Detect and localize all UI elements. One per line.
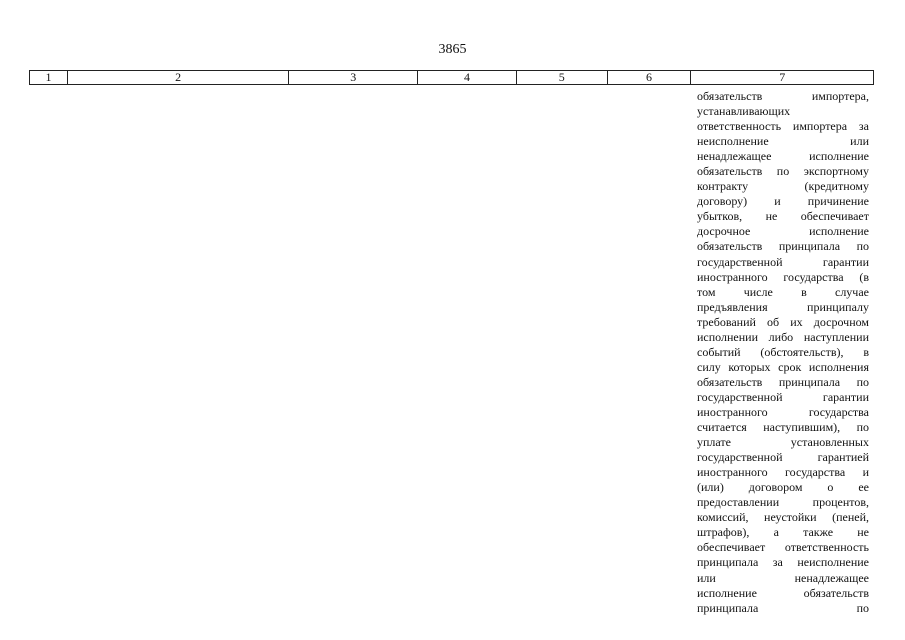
column-7-line: обеспечивает ответственность	[697, 540, 869, 555]
column-7-line: обязательств по экспортному	[697, 164, 869, 179]
column-7-line: исполнение обязательств	[697, 585, 869, 600]
column-header-1: 1	[30, 71, 68, 84]
column-7-line: иностранного государства	[697, 404, 869, 419]
column-7-line: комиссий, неустойки (пеней,	[697, 510, 869, 525]
column-7-line: том числе в случае	[697, 284, 869, 299]
column-header-3: 3	[289, 71, 418, 84]
column-7-line: силу которых срок исполнения	[697, 359, 869, 374]
column-7-line: требований об их досрочном	[697, 314, 869, 329]
column-7-line: убытков, не обеспечивает	[697, 209, 869, 224]
column-7-line: обязательств принципала по	[697, 239, 869, 254]
column-7-line: иностранного государства и	[697, 465, 869, 480]
column-7-line: ненадлежащее исполнение	[697, 149, 869, 164]
column-7-line: обязательств принципала по	[697, 374, 869, 389]
column-header-7: 7	[779, 70, 786, 84]
column-7-line: устанавливающих	[697, 104, 791, 119]
column-header-6: 6	[608, 71, 692, 84]
column-7-line: штрафов), а также не	[697, 525, 869, 540]
column-7-line: обязательств импортера,	[697, 89, 869, 103]
column-7-line: иностранного государства (в	[697, 269, 869, 284]
column-7-line: государственной гарантией	[697, 450, 869, 465]
column-7-line: контракту (кредитному	[697, 179, 869, 194]
column-7-line: государственной гарантии	[697, 254, 869, 269]
column-7-line: принципала за неисполнение	[697, 555, 869, 570]
column-7-line: досрочное исполнение	[697, 224, 869, 239]
page-number: 3865	[438, 42, 467, 57]
column-7-line: или ненадлежащее	[697, 570, 869, 585]
column-header-2: 2	[68, 71, 289, 84]
column-7-line: принципала по	[697, 600, 869, 615]
column-7-line: ответственность импортера за	[697, 119, 869, 134]
column-7-line: событий (обстоятельств), в	[697, 344, 869, 359]
column-7-line: исполнении либо наступлении	[697, 329, 869, 344]
column-7-line: предъявления принципалу	[697, 299, 869, 314]
column-7-line: договору) и причинение	[697, 194, 869, 209]
column-header-5: 5	[517, 71, 608, 84]
column-7-line: считается наступившим), по	[697, 420, 869, 435]
column-7-line: неисполнение или	[697, 134, 869, 149]
column-7-text	[697, 89, 869, 616]
column-7-line: государственной гарантии	[697, 389, 869, 404]
column-7-line: уплате установленных	[697, 435, 869, 450]
column-header-4: 4	[418, 71, 517, 84]
column-7-line: (или) договором о ее	[697, 480, 869, 495]
table-header-row	[29, 70, 874, 85]
column-7-line: предоставлении процентов,	[697, 495, 869, 510]
